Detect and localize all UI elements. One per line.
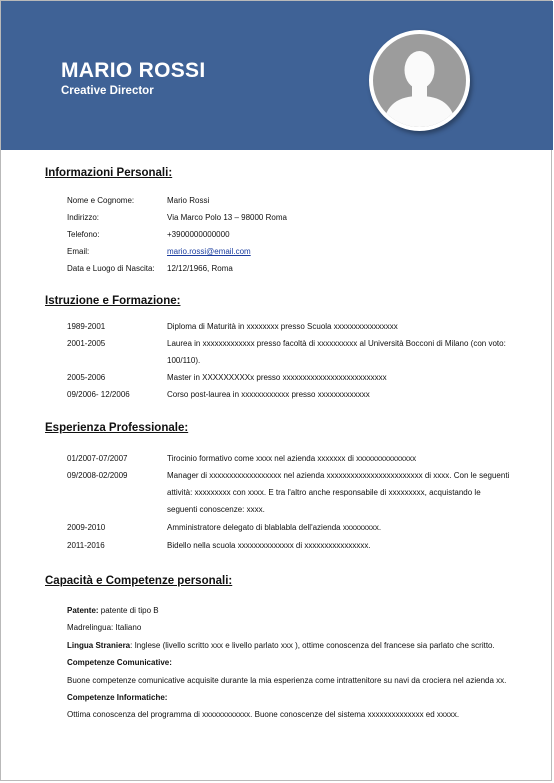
skill-communication: Buone competenze comunicative acquisite durante la mia esperienza come intrattenitore su navi da crociera nel azienda xx. (67, 675, 507, 685)
skill-driving-license (67, 602, 507, 619)
skill-foreign-language (67, 637, 507, 654)
header-banner (1, 1, 553, 150)
personal-value (167, 247, 251, 256)
personal-label: Email: (67, 247, 90, 256)
skill-value: patente di tipo B (98, 606, 159, 615)
skill-label (67, 654, 507, 671)
experience-date: 2009-2010 (67, 523, 106, 532)
skill-label-text: Competenze Informatiche: (67, 693, 168, 703)
skill-label: Patente: (67, 606, 99, 615)
experience-text: Manager di xxxxxxxxxxxxxxxxxx nel azienda xxxxxxxxxxxxxxxxxxxxxxxx di xxxx. Con le seguenti attività: xxxxxxxxx con xxxx. E tra l'altro anche responsabile di xxxxxxxxx, acquistando le seguenti conoscenze: xxxx. (167, 471, 510, 514)
personal-value: +3900000000000 (167, 230, 230, 239)
education-text: Corso post-laurea in xxxxxxxxxxxx presso xxxxxxxxxxxxx (167, 390, 370, 399)
experience-date: 09/2008-02/2009 (67, 471, 128, 480)
education-date: 09/2006- 12/2006 (67, 390, 130, 399)
education-text: Diploma di Maturità in xxxxxxxx presso Scuola xxxxxxxxxxxxxxxx (167, 322, 398, 331)
experience-date: 01/2007-07/2007 (67, 454, 128, 463)
personal-value: 12/12/1966, Roma (167, 264, 233, 273)
candidate-name: MARIO ROSSI (61, 59, 206, 82)
section-title-education: Istruzione e Formazione: (45, 295, 181, 307)
skill-label (67, 689, 507, 706)
education-date: 1989-2001 (67, 322, 106, 331)
experience-text: Tirocinio formativo come xxxx nel azienda xxxxxxx di xxxxxxxxxxxxxxx (167, 454, 417, 463)
profile-photo (369, 30, 470, 131)
personal-label: Nome e Cognome: (67, 196, 135, 205)
education-text: Laurea in xxxxxxxxxxxxx presso facoltà di xxxxxxxxxx al Università Bocconi di Milano (con voto: 100/110). (167, 339, 506, 365)
personal-label: Telefono: (67, 230, 100, 239)
personal-value: Via Marco Polo 13 – 98000 Roma (167, 213, 287, 222)
education-text: Master in XXXXXXXXXx presso xxxxxxxxxxxxxxxxxxxxxxxxxx (167, 373, 387, 382)
person-silhouette-icon (373, 34, 466, 127)
skill-label-text: Competenze Comunicative: (67, 658, 172, 668)
section-title-skills: Capacità e Competenze personali: (45, 575, 233, 587)
personal-label: Data e Luogo di Nascita: (67, 264, 155, 273)
skills-block (67, 602, 507, 724)
experience-date: 2011-2016 (67, 541, 105, 550)
personal-value: Mario Rossi (167, 196, 210, 205)
experience-text: Amministratore delegato di blablabla dell'azienda xxxxxxxxx. (167, 523, 382, 532)
experience-text: Bidello nella scuola xxxxxxxxxxxxxx di xxxxxxxxxxxxxxxx. (167, 541, 371, 550)
education-date: 2001-2005 (67, 339, 106, 348)
personal-label: Indirizzo: (67, 213, 100, 222)
skill-mother-tongue: Madrelingua: Italiano (67, 623, 142, 633)
section-title-experience: Esperienza Professionale: (45, 422, 189, 434)
section-title-personal: Informazioni Personali: (45, 167, 173, 179)
skill-value: : Inglese (livello scritto xxx e livello parlato xxx ), ottime conoscenza del francese sia parlato che scritto. (130, 640, 495, 650)
education-date: 2005-2006 (67, 373, 106, 382)
candidate-role: Creative Director (61, 85, 154, 97)
email-link[interactable]: mario.rossi@email.com (167, 247, 251, 256)
skill-label: Lingua Straniera (67, 640, 131, 650)
skill-computer: Ottima conoscenza del programma di xxxxxxxxxxxx. Buone conoscenze del sistema xxxxxxxxxxxxxx ed xxxxx. (67, 710, 460, 720)
